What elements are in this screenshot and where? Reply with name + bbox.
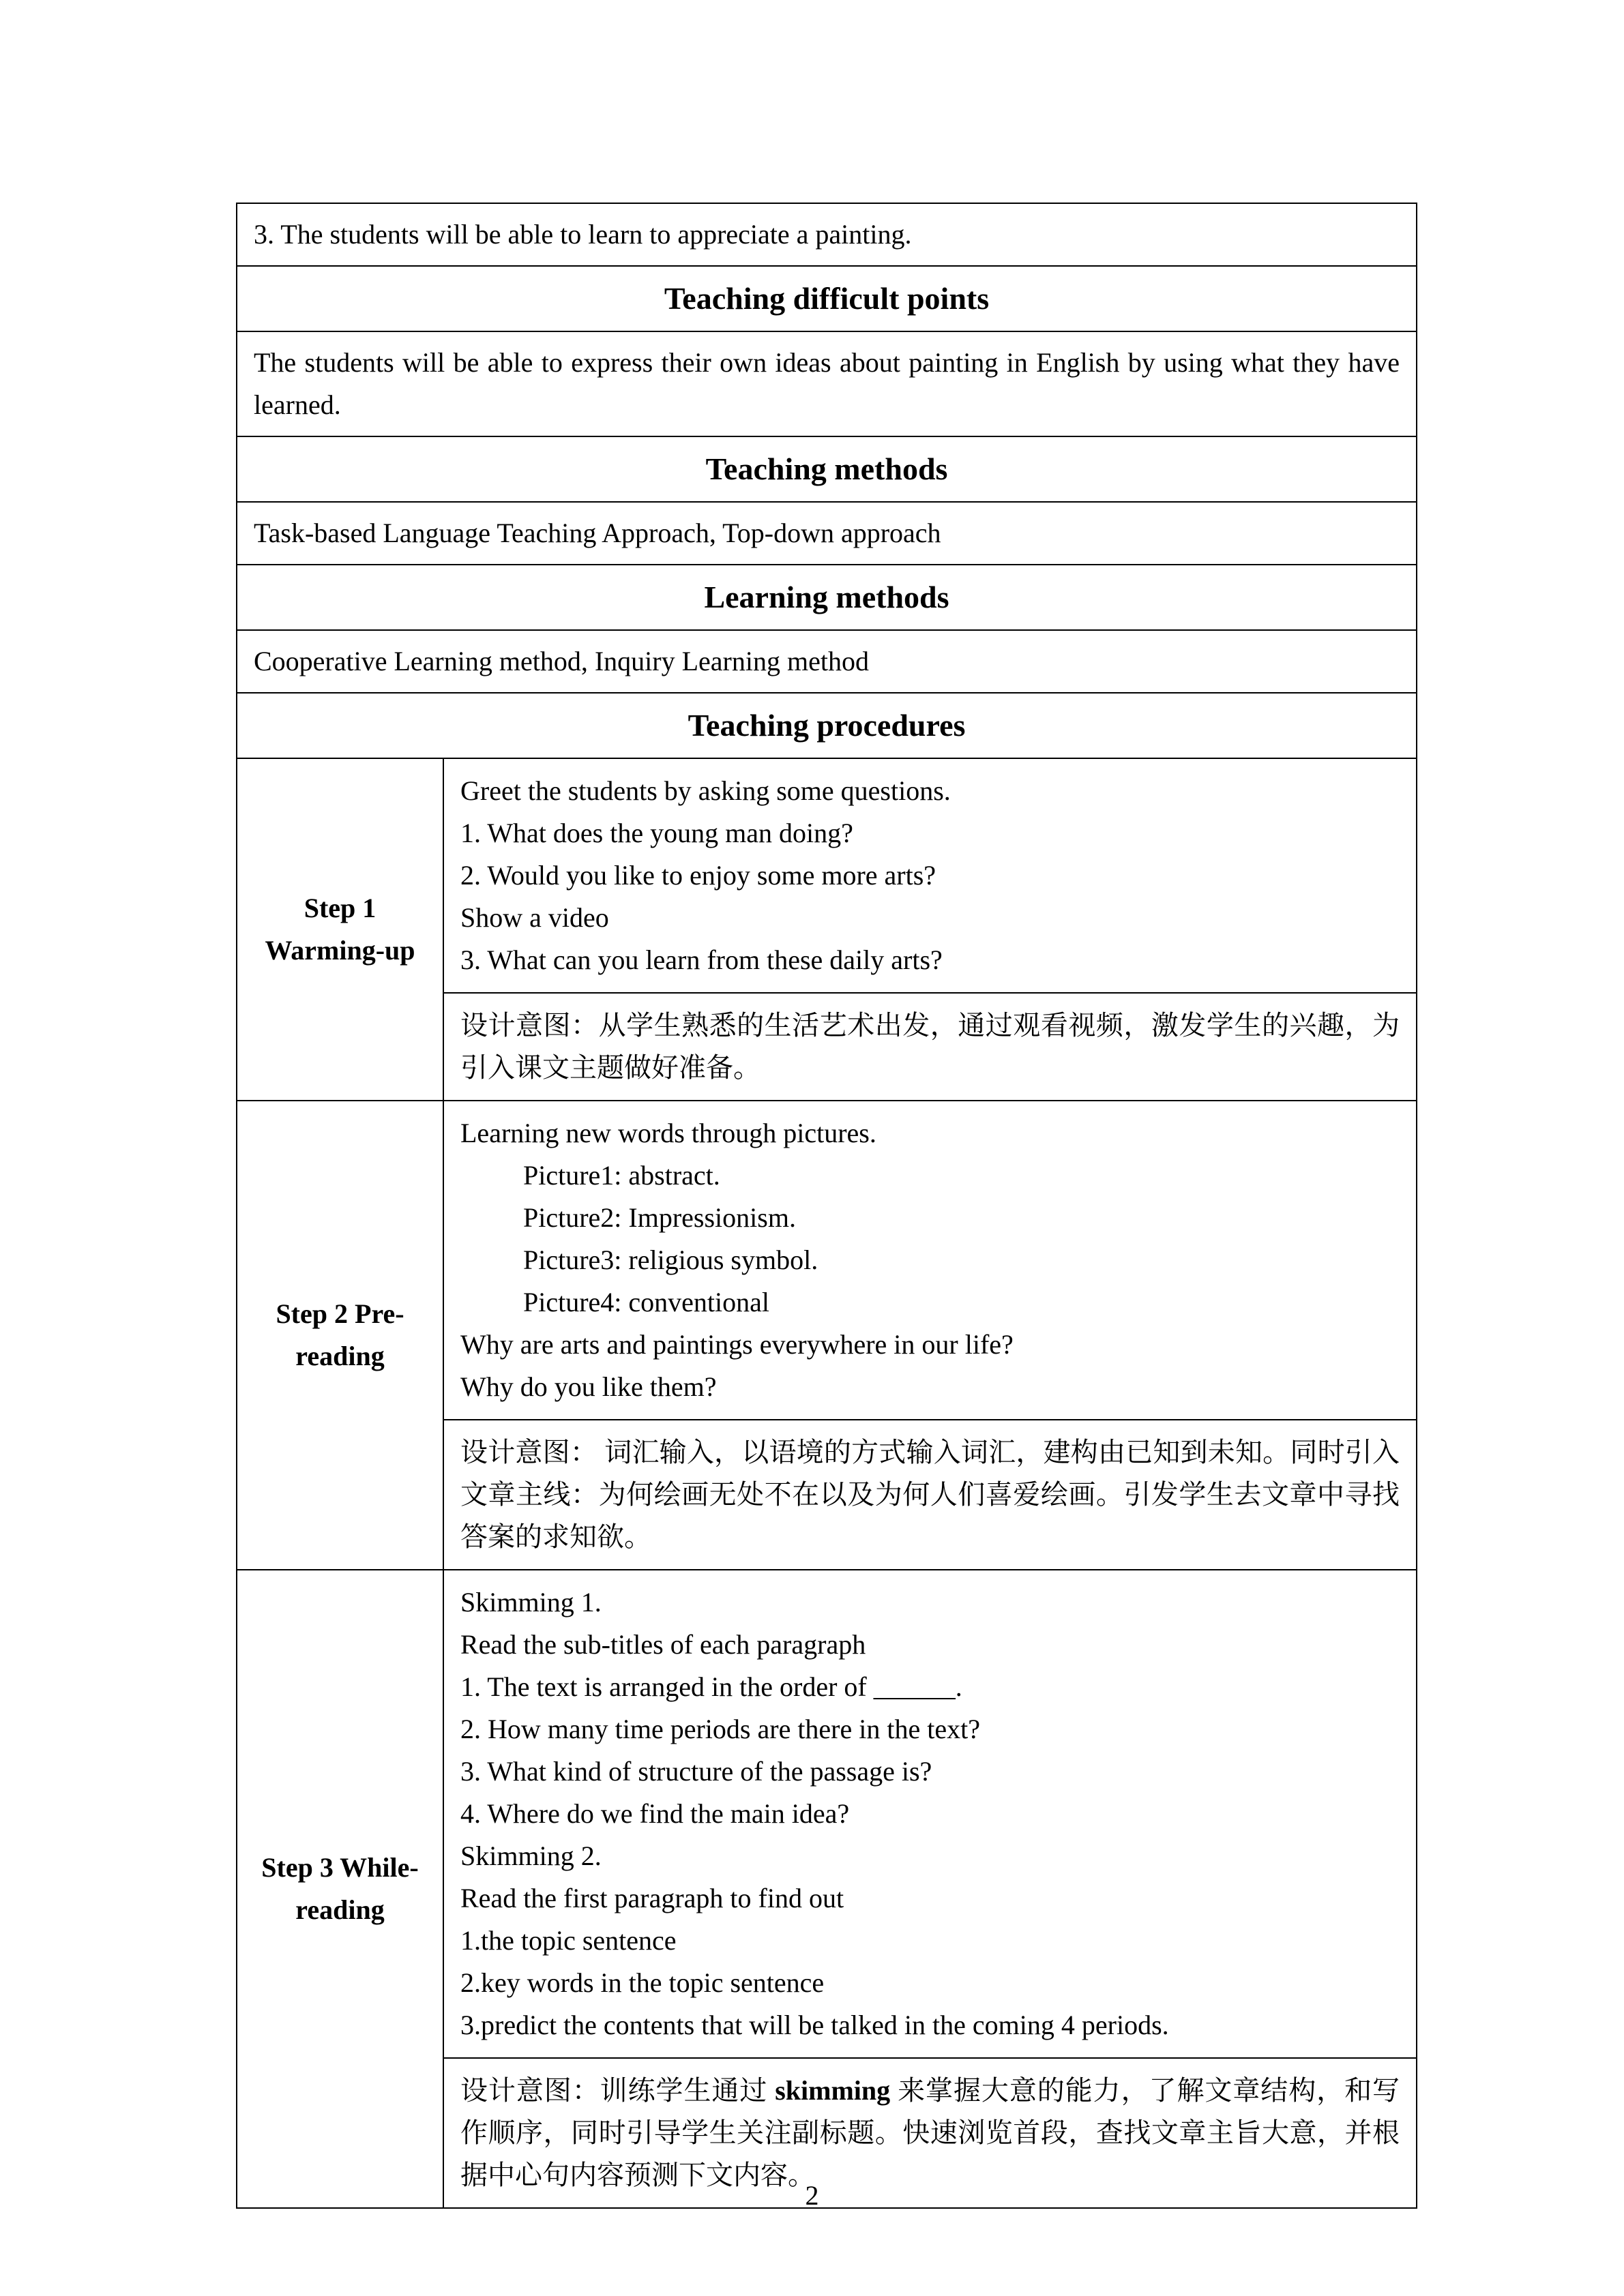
procedure-line: 2. How many time periods are there in the text? [460,1714,980,1744]
procedure-line: 1. The text is arranged in the order of ______. [460,1671,962,1702]
step1-label-line1: Step 1 [304,893,377,923]
procedure-line: Learning new words through pictures. [460,1118,876,1148]
step1-label [237,758,443,1101]
step3-label-line1: Step 3 While- [261,1852,419,1883]
procedure-line: 3. What kind of structure of the passage is? [460,1756,932,1787]
design-intent-text: 来掌握大意的能力，了解文章结构，和写作顺序，同时引导学生关注副标题。快速浏览首段，查找文章主旨大意，并根据中心句内容预测下文内容。 [460,2075,1400,2190]
procedure-line: Read the sub-titles of each paragraph [460,1629,866,1660]
step3-label [237,1570,443,2208]
procedure-line: Picture4: conventional [523,1287,770,1317]
learning-methods-body: Cooperative Learning method, Inquiry Learning method [237,630,1417,693]
table-row-objective [237,203,1417,266]
table-row-step3-content [237,1570,1417,2058]
procedure-line: 3. What can you learn from these daily arts? [460,944,943,975]
objective-3-text: 3. The students will be able to learn to appreciate a painting. [237,203,1417,266]
table-row-teaching-methods-header [237,436,1417,502]
step2-label-line1: Step 2 Pre- [276,1298,404,1329]
table-row-learning-methods-header [237,565,1417,630]
design-intent-bold-word: skimming [775,2075,891,2106]
procedure-line: Skimming 2. [460,1840,602,1871]
procedure-line: Show a video [460,902,609,933]
page-number: 2 [805,2180,819,2211]
step1-design-intent: 设计意图：从学生熟悉的生活艺术出发，通过观看视频，激发学生的兴趣，为引入课文主题做好准备。 [443,993,1417,1101]
procedure-line: Why do you like them? [460,1371,717,1402]
procedure-line: 4. Where do we find the main idea? [460,1798,850,1829]
step1-label-line2: Warming-up [265,935,415,966]
procedure-line: 2. Would you like to enjoy some more arts? [460,860,936,891]
procedure-line: Greet the students by asking some questions. [460,775,951,806]
design-intent-text: 设计意图：训练学生通过 [460,2075,776,2106]
procedure-line: Picture2: Impressionism. [523,1202,796,1233]
step2-content [443,1101,1417,1420]
difficult-points-header: Teaching difficult points [237,266,1417,331]
step2-label-line2: reading [295,1341,385,1371]
table-row-difficult-points-header [237,266,1417,331]
step3-label-line2: reading [295,1894,385,1925]
table-row-procedures-header [237,693,1417,758]
step2-label [237,1101,443,1570]
procedure-line: Read the first paragraph to find out [460,1883,844,1913]
step2-design-intent: 设计意图： 词汇输入，以语境的方式输入词汇，建构由已知到未知。同时引入文章主线：为何绘画无处不在以及为何人们喜爱绘画。引发学生去文章中寻找答案的求知欲。 [443,1420,1417,1570]
table-row-step1-content [237,758,1417,993]
lesson-plan-table [236,203,1417,2209]
procedure-line: 2.key words in the topic sentence [460,1967,825,1998]
table-row-learning-methods-body [237,630,1417,693]
difficult-points-body: The students will be able to express their own ideas about painting in English by using what they have learned. [237,331,1417,436]
table-row-difficult-points-body [237,331,1417,436]
procedure-line: 1. What does the young man doing? [460,818,853,848]
table-row-teaching-methods-body [237,502,1417,565]
step3-content [443,1570,1417,2058]
teaching-methods-body: Task-based Language Teaching Approach, Top-down approach [237,502,1417,565]
procedure-line: Skimming 1. [460,1587,602,1617]
procedure-line: 3.predict the contents that will be talked in the coming 4 periods. [460,2010,1169,2040]
teaching-methods-header: Teaching methods [237,436,1417,502]
step1-content [443,758,1417,993]
learning-methods-header: Learning methods [237,565,1417,630]
procedures-header: Teaching procedures [237,693,1417,758]
procedure-line: 1.the topic sentence [460,1925,677,1956]
table-row-step2-content [237,1101,1417,1420]
procedure-line: Picture1: abstract. [523,1160,720,1191]
procedure-line: Why are arts and paintings everywhere in our life? [460,1329,1014,1360]
procedure-line: Picture3: religious symbol. [523,1244,818,1275]
